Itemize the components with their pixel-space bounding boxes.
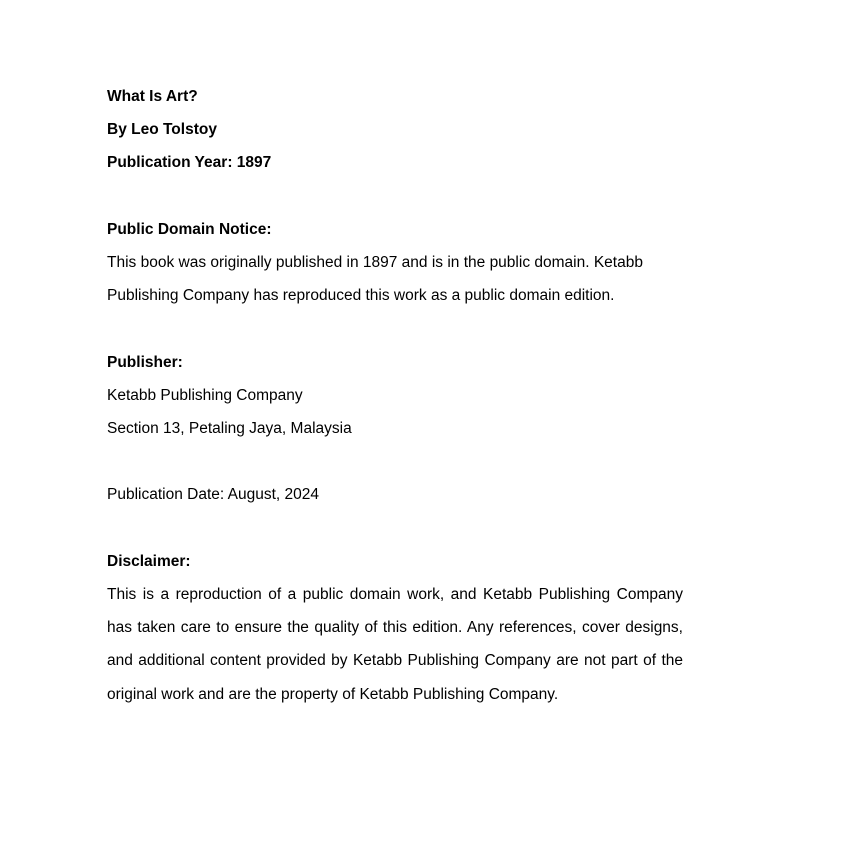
spacer <box>107 445 683 478</box>
publication-date: Publication Date: August, 2024 <box>107 486 319 504</box>
notice-line-2: Publishing Company has reproduced this work as a public domain edition. <box>107 287 615 305</box>
publication-year: Publication Year: 1897 <box>107 154 272 172</box>
document-page <box>107 80 683 711</box>
disclaimer-heading: Disclaimer: <box>107 552 191 570</box>
spacer <box>107 180 683 213</box>
publisher-name: Ketabb Publishing Company <box>107 386 303 404</box>
disclaimer-text: This is a reproduction of a public domain work, and Ketabb Publishing Company has taken care to ensure the quality of this edition. Any references, cover designs, and additional content provided by Ketabb Publishing Company are not part of the original work and are the property of Ketabb Publishing Company. <box>107 585 683 703</box>
book-author: By Leo Tolstoy <box>107 121 217 139</box>
spacer <box>107 512 683 545</box>
publisher-address: Section 13, Petaling Jaya, Malaysia <box>107 420 352 437</box>
publisher-heading: Publisher: <box>107 353 183 371</box>
notice-line-1: This book was originally published in 1897 and is in the public domain. Ketabb <box>107 254 643 271</box>
notice-heading: Public Domain Notice: <box>107 220 272 238</box>
spacer <box>107 312 683 345</box>
book-title: What Is Art? <box>107 88 198 105</box>
